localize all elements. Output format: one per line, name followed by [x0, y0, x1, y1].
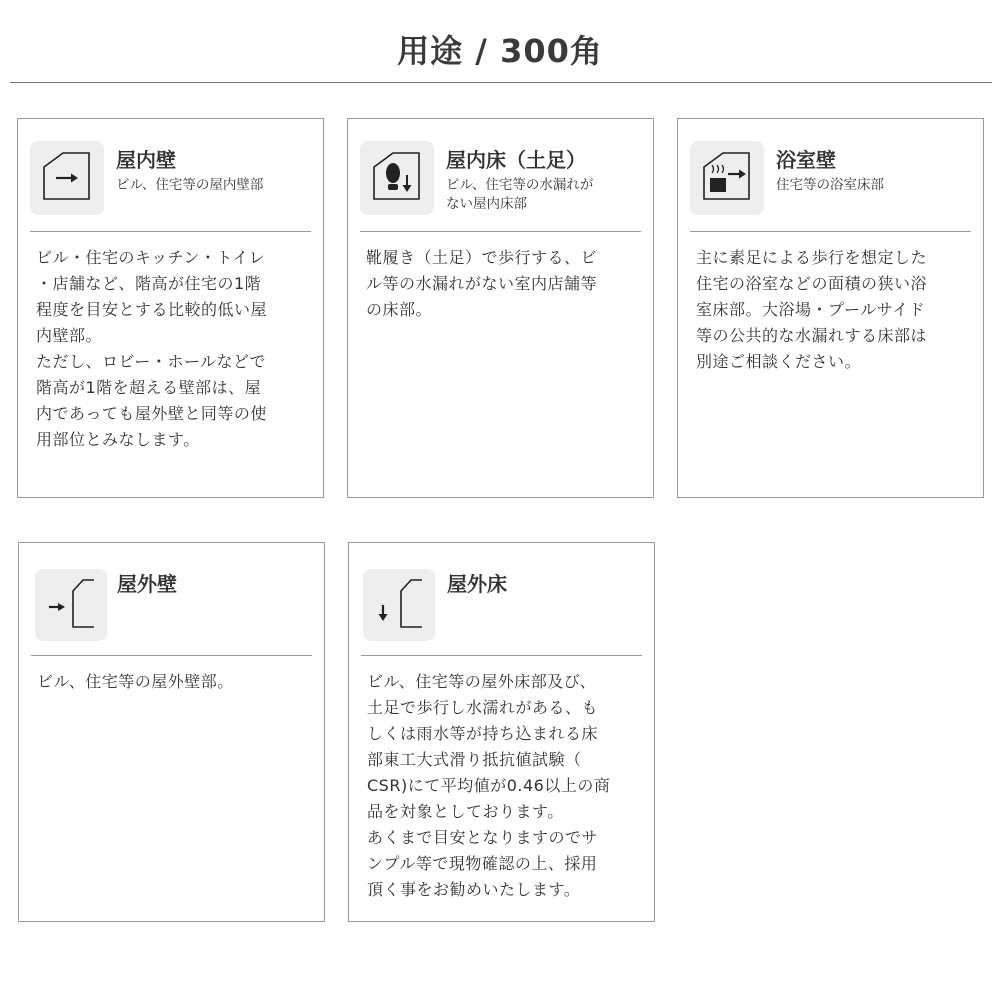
card-subtitle [446, 176, 646, 214]
indoor-floor-shoe-icon [360, 141, 434, 215]
desc-line: しくは雨水等が持ち込まれる床 [367, 724, 599, 743]
card-divider [30, 231, 311, 232]
card-divider [361, 655, 642, 656]
card-subtitle: 住宅等の浴室床部 [776, 177, 884, 193]
card-outdoor-floor [348, 542, 655, 922]
title-divider [10, 82, 992, 83]
desc-line: ビル・住宅のキッチン・トイレ [36, 248, 266, 267]
bathroom-wall-icon [690, 141, 764, 215]
desc-line: あくまで目安となりますのでサ [367, 828, 599, 847]
desc-line: ・店舗など、階高が住宅の1階 [36, 274, 262, 293]
subtitle-line: ない屋内床部 [446, 196, 527, 212]
card-description [367, 669, 642, 903]
desc-line: ビル、住宅等の屋外床部及び、 [367, 672, 597, 691]
card-divider [31, 655, 312, 656]
desc-line: 用部位とみなします。 [36, 430, 200, 449]
outdoor-wall-icon [35, 569, 107, 641]
card-divider [690, 231, 971, 232]
desc-line: 主に素足による歩行を想定した [696, 248, 928, 267]
card-indoor-wall [17, 118, 324, 498]
card-outdoor-wall [18, 542, 325, 922]
desc-line: 階高が1階を超える壁部は、屋 [36, 378, 262, 397]
desc-line: 別途ご相談ください。 [696, 352, 862, 371]
desc-line: の床部。 [366, 300, 433, 319]
desc-line: CSR)にて平均値が0.46以上の商 [367, 776, 611, 795]
desc-line: 室床部。大浴場・プールサイド [696, 300, 926, 319]
subtitle-line: ビル、住宅等の水漏れが [446, 177, 594, 193]
desc-line: ル等の水漏れがない室内店舗等 [366, 274, 598, 293]
card-indoor-floor [347, 118, 654, 498]
card-description [366, 245, 641, 323]
desc-line: 部東工大式滑り抵抗値試験（ [367, 750, 582, 769]
card-title: 屋内壁 [116, 148, 176, 172]
outdoor-floor-icon [363, 569, 435, 641]
desc-line: 住宅の浴室などの面積の狭い浴 [696, 274, 928, 293]
desc-line: 等の公共的な水漏れする床部は [696, 326, 928, 345]
card-description [696, 245, 971, 375]
desc-line: 靴履き（土足）で歩行する、ビ [366, 248, 598, 267]
desc-line: 程度を目安とする比較的低い屋 [36, 300, 268, 319]
card-title: 屋外壁 [117, 572, 177, 596]
card-divider [360, 231, 641, 232]
card-description [36, 245, 311, 453]
desc-line: 内壁部。 [36, 326, 103, 345]
card-title: 屋外床 [447, 572, 507, 596]
card-subtitle: ビル、住宅等の屋内壁部 [116, 177, 264, 193]
card-description [37, 669, 312, 695]
card-title: 浴室壁 [776, 148, 836, 172]
desc-line: 内であっても屋外壁と同等の使 [36, 404, 267, 423]
desc-line: 品を対象としております。 [367, 802, 564, 821]
desc-line: 頂く事をお勧めいたします。 [367, 880, 581, 899]
card-bathroom-wall [677, 118, 984, 498]
page-title: 用途 / 300角 [397, 32, 603, 70]
card-title: 屋内床（土足） [446, 148, 586, 172]
desc-line: ただし、ロビー・ホールなどで [36, 352, 267, 371]
indoor-wall-icon [30, 141, 104, 215]
desc-line: ンプル等で現物確認の上、採用 [367, 854, 598, 873]
desc-line: ビル、住宅等の屋外壁部。 [37, 672, 234, 691]
desc-line: 土足で歩行し水濡れがある、も [367, 698, 599, 717]
